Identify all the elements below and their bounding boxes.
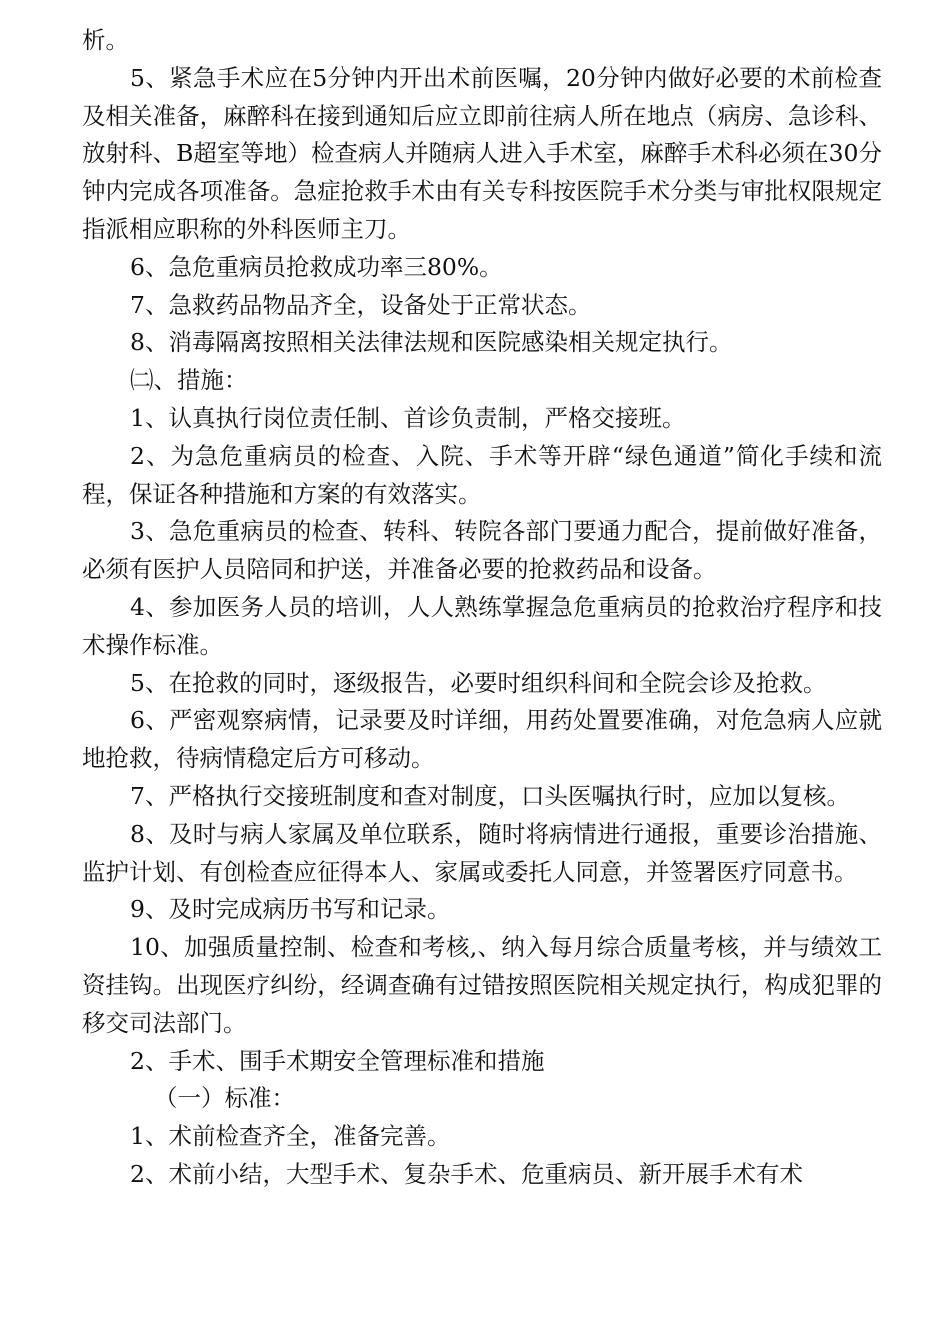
paragraph-rescue-rate: 6、急危重病员抢救成功率三80%。 <box>130 252 503 281</box>
paragraph-measure-8: 8、及时与病人家属及单位联系，随时将病情进行通报，重要诊治措施、监护计划、有创检查应征得本人、家属或委托人同意，并签署医疗同意书。 <box>82 819 882 886</box>
paragraph-standard-2: 2、术前小结，大型手术、复杂手术、危重病员、新开展手术有术 <box>130 1159 803 1188</box>
subsection-heading-standards: （一）标准： <box>154 1084 295 1113</box>
paragraph-measure-5: 5、在抢救的同时，逐级报告，必要时组织科间和全院会诊及抢救。 <box>130 668 827 697</box>
section-heading-measures: ㈡、措施： <box>130 366 248 395</box>
paragraph-measure-3: 3、急危重病员的检查、转科、转院各部门要通力配合，提前做好准备，必须有医护人员陪同和护送，并准备必要的抢救药品和设备。 <box>82 517 882 584</box>
paragraph-measure-9: 9、及时完成病历书写和记录。 <box>130 895 451 924</box>
paragraph-disinfection: 8、消毒隔离按照相关法律法规和医院感染相关规定执行。 <box>130 328 733 357</box>
paragraph-measure-10: 10、加强质量控制、检查和考核,、纳入每月综合质量考核，并与绩效工资挂钩。出现医疗纠纷，经调查确有过错按照医院相关规定执行，构成犯罪的移交司法部门。 <box>82 933 882 1037</box>
paragraph-emergency-surgery: 5、紧急手术应在5分钟内开出术前医嘱，20分钟内做好必要的术前检查及相关准备，麻醉科在接到通知后应立即前往病人所在地点（病房、急诊科、放射科、B超室等地）检查病人并随病人进入手术室，麻醉手术科必须在30分钟内完成各项准备。急症抢救手术由有关专科按医院手术分类与审批权限规定指派相应职称的外科医师主刀。 <box>82 63 882 243</box>
paragraph-emergency-supplies: 7、急救药品物品齐全，设备处于正常状态。 <box>130 290 592 319</box>
paragraph-measure-6: 6、严密观察病情，记录要及时详细，用药处置要准确，对危急病人应就地抢救，待病情稳定后方可移动。 <box>82 706 882 773</box>
section-heading-surgery-safety: 2、手术、围手术期安全管理标准和措施 <box>130 1046 545 1075</box>
paragraph-measure-7: 7、严格执行交接班制度和查对制度，口头医嘱执行时，应加以复核。 <box>130 781 850 810</box>
paragraph-standard-1: 1、术前检查齐全，准备完善。 <box>130 1122 451 1151</box>
paragraph-measure-4: 4、参加医务人员的培训，人人熟练掌握急危重病员的抢救治疗程序和技术操作标准。 <box>82 592 882 659</box>
paragraph-continuation: 析。 <box>82 26 129 54</box>
paragraph-measure-2: 2、为急危重病员的检查、入院、手术等开辟“绿色通道”简化手续和流程，保证各种措施和方案的有效落实。 <box>82 441 882 508</box>
paragraph-measure-1: 1、认真执行岗位责任制、首诊负责制，严格交接班。 <box>130 403 686 432</box>
document-page <box>82 22 882 1194</box>
